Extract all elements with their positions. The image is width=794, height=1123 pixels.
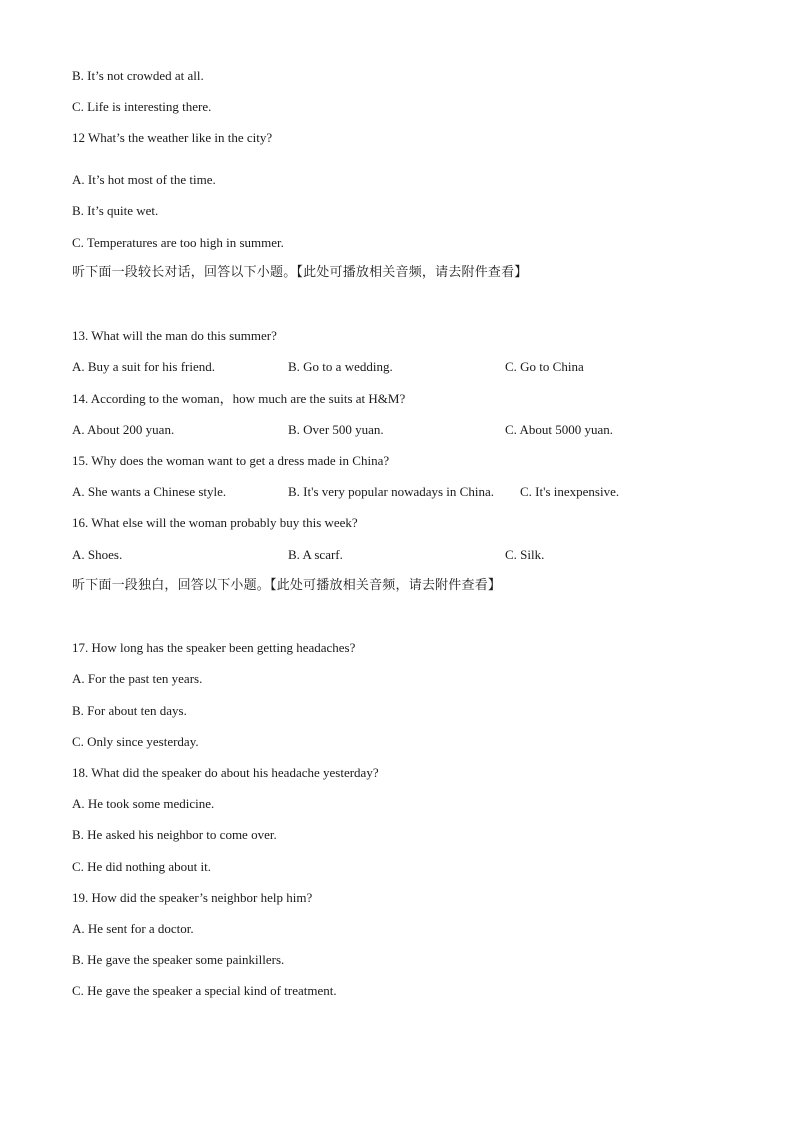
q16-option-b: B. A scarf.: [288, 547, 343, 562]
q14-option-a: A. About 200 yuan.: [72, 422, 175, 437]
q14-question: 14. According to the woman，how much are the suits at H&M?: [72, 391, 406, 406]
q17-option-b: B. For about ten days.: [72, 703, 187, 718]
q12-option-b: B. It’s quite wet.: [72, 203, 159, 218]
q13-option-c: C. Go to China: [505, 359, 584, 374]
q18-question: 18. What did the speaker do about his headache yesterday?: [72, 765, 379, 780]
q19-option-c: C. He gave the speaker a special kind of treatment.: [72, 983, 337, 998]
q13-option-a: A. Buy a suit for his friend.: [72, 359, 215, 374]
q17-question: 17. How long has the speaker been getting headaches?: [72, 640, 356, 655]
q18-option-b: B. He asked his neighbor to come over.: [72, 827, 277, 842]
q12-option-c: C. Temperatures are too high in summer.: [72, 235, 284, 250]
q15-option-b: B. It's very popular nowadays in China.: [288, 484, 494, 499]
q17-option-a: A. For the past ten years.: [72, 671, 203, 686]
q12-option-a: A. It’s hot most of the time.: [72, 172, 216, 187]
q18-option-a: A. He took some medicine.: [72, 796, 215, 811]
q15-question: 15. Why does the woman want to get a dress made in China?: [72, 453, 390, 468]
q16-question: 16. What else will the woman probably buy this week?: [72, 515, 358, 530]
instruction-dialogue: 听下面一段较长对话，回答以下小题。【此处可播放相关音频，请去附件查看】: [72, 265, 528, 280]
q13-question: 13. What will the man do this summer?: [72, 328, 277, 343]
q15-option-a: A. She wants a Chinese style.: [72, 484, 227, 499]
q11-option-c: C. Life is interesting there.: [72, 99, 212, 114]
q19-option-b: B. He gave the speaker some painkillers.: [72, 952, 285, 967]
q15-option-c: C. It's inexpensive.: [520, 484, 620, 499]
q19-question: 19. How did the speaker’s neighbor help him?: [72, 890, 313, 905]
q16-option-c: C. Silk.: [505, 547, 545, 562]
q18-option-c: C. He did nothing about it.: [72, 859, 212, 874]
q13-option-b: B. Go to a wedding.: [288, 359, 393, 374]
q11-option-b: B. It’s not crowded at all.: [72, 68, 204, 83]
q19-option-a: A. He sent for a doctor.: [72, 921, 194, 936]
q16-option-a: A. Shoes.: [72, 547, 123, 562]
q14-option-b: B. Over 500 yuan.: [288, 422, 384, 437]
q12-question: 12 What’s the weather like in the city?: [72, 130, 273, 145]
q17-option-c: C. Only since yesterday.: [72, 734, 199, 749]
q14-option-c: C. About 5000 yuan.: [505, 422, 613, 437]
instruction-monologue: 听下面一段独白，回答以下小题。【此处可播放相关音频，请去附件查看】: [72, 578, 502, 593]
